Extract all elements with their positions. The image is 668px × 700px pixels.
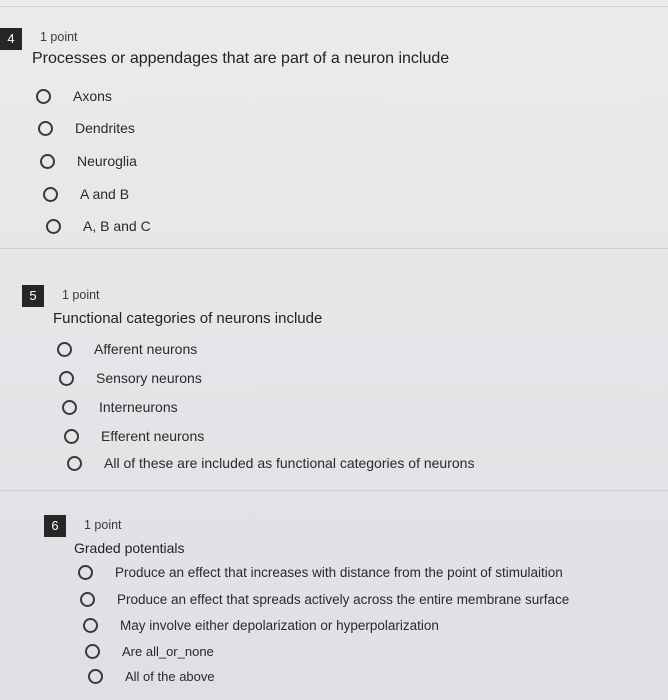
option-dendrites[interactable]: [38, 117, 135, 139]
question-number-badge: 6: [44, 515, 66, 537]
question-text: Functional categories of neurons include: [53, 310, 323, 327]
option-a-b-and-c[interactable]: [46, 215, 151, 237]
option-depolarization-or-hyperpolarization[interactable]: [83, 614, 439, 636]
option-all-or-none[interactable]: [85, 640, 214, 662]
radio-button[interactable]: [43, 187, 58, 202]
option-label: Axons: [73, 88, 112, 104]
option-label: Dendrites: [75, 120, 135, 136]
option-label: A and B: [80, 186, 130, 202]
question-text: Processes or appendages that are part of a neuron include: [32, 50, 450, 67]
question-number-badge: 4: [0, 28, 22, 50]
option-label: Afferent neurons: [94, 341, 198, 357]
option-all-of-the-above[interactable]: [88, 665, 215, 687]
option-label: Efferent neurons: [101, 428, 205, 444]
question-text: Graded potentials: [74, 540, 185, 556]
radio-button[interactable]: [46, 219, 61, 234]
option-neuroglia[interactable]: [40, 150, 137, 172]
option-label: May involve either depolarization or hyperpolarization: [120, 617, 439, 633]
radio-button[interactable]: [38, 121, 53, 136]
option-a-and-b[interactable]: [43, 183, 129, 205]
option-label: Are all_or_none: [122, 643, 214, 659]
option-label: All of these are included as functional categories of neurons: [104, 455, 475, 471]
section-divider: [0, 490, 668, 491]
question-points: 1 point: [40, 30, 78, 44]
option-sensory-neurons[interactable]: [59, 367, 202, 389]
radio-button[interactable]: [40, 154, 55, 169]
option-all-of-these[interactable]: [67, 452, 474, 474]
section-divider: [0, 248, 668, 249]
radio-button[interactable]: [78, 565, 93, 580]
radio-button[interactable]: [59, 371, 74, 386]
radio-button[interactable]: [64, 429, 79, 444]
option-label: Produce an effect that spreads actively across the entire membrane surface: [117, 591, 570, 607]
option-label: Neuroglia: [77, 153, 137, 169]
radio-button[interactable]: [85, 644, 100, 659]
radio-button[interactable]: [80, 592, 95, 607]
option-efferent-neurons[interactable]: [64, 425, 204, 447]
radio-button[interactable]: [83, 618, 98, 633]
option-label: Interneurons: [99, 399, 178, 415]
option-label: Sensory neurons: [96, 370, 202, 386]
radio-button[interactable]: [57, 342, 72, 357]
option-label: All of the above: [125, 668, 215, 684]
option-interneurons[interactable]: [62, 396, 178, 418]
option-spreads-actively[interactable]: [80, 588, 569, 610]
option-axons[interactable]: [36, 85, 112, 107]
question-number-badge: 5: [22, 285, 44, 307]
radio-button[interactable]: [36, 89, 51, 104]
radio-button[interactable]: [67, 456, 82, 471]
option-label: A, B and C: [83, 218, 151, 234]
option-increases-with-distance[interactable]: [78, 561, 563, 583]
question-points: 1 point: [84, 518, 122, 532]
question-points: 1 point: [62, 288, 100, 302]
option-afferent-neurons[interactable]: [57, 338, 197, 360]
radio-button[interactable]: [88, 669, 103, 684]
top-divider: [0, 6, 668, 7]
option-label: Produce an effect that increases with distance from the point of stimulaition: [115, 564, 563, 580]
radio-button[interactable]: [62, 400, 77, 415]
